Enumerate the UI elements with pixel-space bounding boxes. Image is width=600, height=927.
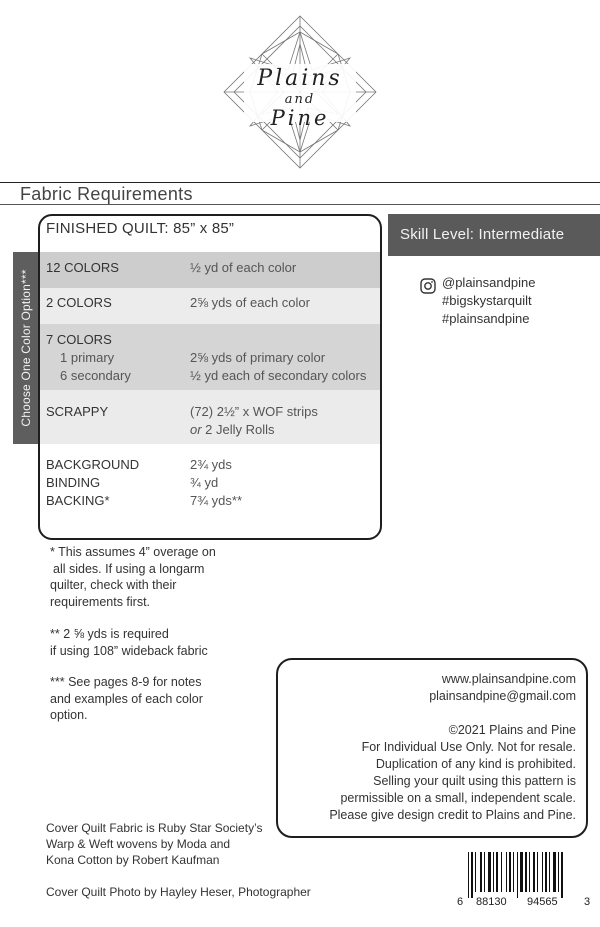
footnote-line: all sides. If using a longarm [53, 561, 205, 576]
row-scrappy-jelly-text: 2 Jelly Rolls [201, 422, 275, 437]
logo-word-and: and [284, 92, 316, 107]
email-link[interactable]: plainsandpine@gmail.com [429, 689, 576, 703]
side-tab-label: Choose One Color Option*** [19, 269, 33, 427]
row-2-colors [40, 288, 380, 324]
footnote-line: *** See pages 8-9 for notes [50, 675, 202, 689]
skill-level-badge: Skill Level: Intermediate [388, 214, 600, 256]
fabric-credit [46, 820, 263, 868]
barcode-digit-last: 3 [584, 896, 591, 908]
row-7-colors-label: 7 COLORS [46, 332, 112, 347]
finished-quilt-size: FINISHED QUILT: 85” x 85” [46, 220, 235, 237]
instagram-handle[interactable]: @plainsandpine [442, 275, 536, 290]
header-rule-bottom [0, 204, 600, 205]
photo-credit: Cover Quilt Photo by Hayley Heser, Photographer [46, 885, 311, 899]
row-backing [40, 493, 380, 511]
row-scrappy-label: SCRAPPY [46, 404, 109, 419]
credit-line: Warp & Weft wovens by Moda and [46, 837, 231, 851]
barcode-digit-first: 6 [457, 896, 464, 908]
row-12-colors-value: ½ yd of each color [190, 260, 297, 275]
row-backing-value: 7¾ yds** [190, 493, 243, 508]
row-scrappy-value-strips: (72) 2½” x WOF strips [190, 404, 318, 419]
footnote-backing-overage [50, 544, 216, 610]
upc-barcode-icon [466, 852, 580, 900]
row-7-primary-value: 2⅝ yds of primary color [190, 350, 326, 365]
footnote-wideback [50, 626, 208, 659]
footnote-line: quilter, check with their [50, 578, 177, 592]
row-binding-label: BINDING [46, 475, 101, 490]
usage-line-1: For Individual Use Only. Not for resale. [361, 740, 576, 754]
row-2-colors-value: 2⅝ yds of each color [190, 295, 310, 310]
row-7-primary-label: 1 primary [60, 350, 115, 365]
footnote-see-pages [50, 674, 203, 724]
row-7-secondary-value: ½ yd each of secondary colors [190, 368, 367, 383]
footnote-line: option. [50, 708, 88, 722]
row-12-colors-label: 12 COLORS [46, 260, 119, 275]
footnote-line: * This assumes 4” overage on [50, 545, 216, 559]
row-7-colors [40, 324, 380, 390]
logo-word-plains: Plains [257, 66, 343, 91]
usage-line-5: Please give design credit to Plains and Pine. [329, 808, 576, 822]
usage-line-2: Duplication of any kind is prohibited. [375, 757, 576, 771]
logo-wordmark [222, 14, 378, 170]
row-binding-value: ¾ yd [190, 475, 219, 490]
header-rule-top [0, 182, 600, 183]
footnote-line: if using 108” wideback fabric [50, 643, 208, 658]
row-background [40, 457, 380, 475]
copyright-text: ©2021 Plains and Pine [448, 723, 576, 737]
row-scrappy-or: or [190, 422, 202, 437]
footnote-line: ** 2 ⅝ yds is required [50, 627, 169, 641]
website-link[interactable]: www.plainsandpine.com [441, 672, 576, 686]
row-7-secondary-label: 6 secondary [60, 368, 131, 383]
row-background-label: BACKGROUND [46, 457, 140, 472]
row-backing-label: BACKING* [46, 493, 110, 508]
barcode-digits-right: 94565 [527, 896, 558, 908]
credit-line: Cover Quilt Fabric is Ruby Star Society’s [46, 821, 263, 835]
row-12-colors [40, 252, 380, 288]
row-background-value: 2¾ yds [190, 457, 232, 472]
footnote-line: requirements first. [50, 594, 151, 609]
usage-line-4: permissible on a small, independent scale. [340, 791, 576, 805]
credit-line: Kona Cotton by Robert Kaufman [46, 853, 220, 867]
footnote-line: and examples of each color [50, 691, 203, 706]
color-option-side-tab [13, 252, 39, 444]
page-title: Fabric Requirements [20, 184, 193, 204]
row-binding [40, 475, 380, 493]
hashtag-plainsandpine[interactable]: #plainsandpine [442, 311, 530, 326]
row-2-colors-label: 2 COLORS [46, 295, 112, 310]
barcode-digits-left: 88130 [476, 896, 507, 908]
plains-and-pine-logo [222, 14, 378, 170]
hashtag-bigskystarquilt[interactable]: #bigskystarquilt [442, 293, 532, 308]
social-links [420, 274, 535, 328]
row-scrappy [40, 390, 380, 444]
usage-line-3: Selling your quilt using this pattern is [373, 774, 576, 788]
logo-word-pine: Pine [270, 106, 330, 130]
row-scrappy-value-jelly [190, 422, 275, 437]
